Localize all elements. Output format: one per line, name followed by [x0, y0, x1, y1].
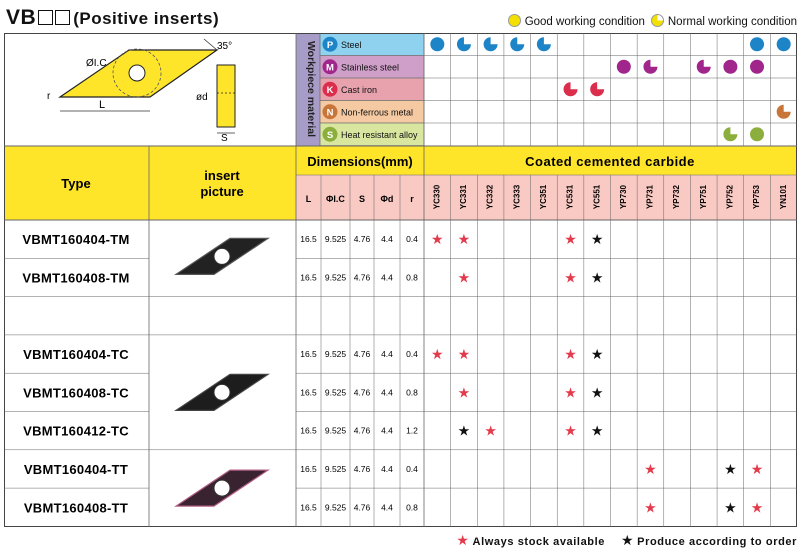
- row-6-star-11: ★: [724, 461, 737, 478]
- dimensions-header-label: Dimensions(mm): [307, 154, 413, 169]
- row-6-star-8: ★: [644, 461, 657, 478]
- dim-col-header-3: Φd: [380, 194, 394, 204]
- row-4-star-5: ★: [564, 385, 577, 402]
- good-circle-icon: [508, 14, 521, 27]
- workpiece-material-label: Workpiece material: [305, 40, 317, 138]
- red-star-icon: ★: [456, 532, 470, 548]
- row-3-dim-4: 0.4: [406, 349, 418, 360]
- grade-header-YC531: YC531: [565, 184, 575, 210]
- legend-normal: [651, 14, 797, 28]
- legend-stock-label: Always stock available: [472, 536, 605, 548]
- thickness-label: S: [221, 133, 228, 144]
- carbide-header-label: Coated cemented carbide: [525, 154, 695, 169]
- row-0-dim-4: 0.4: [406, 234, 418, 245]
- row-4-dim-0: 16.5: [300, 387, 317, 398]
- row-3-star-1: ★: [457, 347, 471, 364]
- row-6-dim-4: 0.4: [406, 463, 418, 474]
- good-mark-M-7: [617, 60, 631, 74]
- row-6-dim-0: 16.5: [300, 463, 317, 474]
- row-1-dim-2: 4.76: [353, 272, 371, 283]
- row-6-dim-3: 4.4: [381, 463, 393, 474]
- material-code-S: S: [326, 129, 334, 141]
- dim-col-header-2: S: [358, 194, 366, 204]
- grade-header-YC351: YC351: [539, 184, 549, 210]
- row-1-star-5: ★: [564, 270, 577, 287]
- row-4-dim-3: 4.4: [381, 387, 393, 398]
- title-main: VB: [6, 6, 37, 29]
- row-5-dim-0: 16.5: [300, 425, 317, 436]
- black-star-icon: ★: [620, 532, 635, 548]
- row-4-star-6: ★: [590, 385, 604, 402]
- insert-photo-tc-hole: [214, 384, 230, 400]
- grade-header-YC331: YC331: [459, 184, 469, 210]
- legend-order-label: Produce according to order: [637, 536, 797, 548]
- angle-label: 35°: [217, 41, 233, 52]
- grade-header-YN101: YN101: [778, 184, 788, 210]
- legend-good: [508, 14, 645, 28]
- spec-table: [4, 33, 797, 527]
- row-1-dim-3: 4.4: [381, 272, 393, 283]
- grade-header-YC332: YC332: [485, 184, 495, 210]
- title-sub: (Positive inserts): [73, 9, 220, 28]
- row-5-dim-1: 9.525: [324, 425, 347, 436]
- normal-mark-P-2: [484, 37, 498, 51]
- normal-mark-K-5: [564, 82, 578, 96]
- length-label: L: [99, 99, 106, 111]
- normal-mark-S-11: [723, 127, 737, 141]
- row-5-star-6: ★: [590, 423, 604, 440]
- row-1-star-6: ★: [590, 270, 604, 287]
- row-3-star-6: ★: [590, 347, 604, 364]
- placeholder-box-1: [38, 10, 53, 25]
- row-0-dim-3: 4.4: [381, 234, 393, 245]
- grade-header-YC330: YC330: [432, 184, 442, 210]
- normal-mark-P-4: [537, 37, 551, 51]
- material-name-K: Cast iron: [341, 84, 378, 95]
- insert-side-view: [217, 65, 235, 127]
- legend-bottom: [456, 532, 797, 549]
- row-5-dim-2: 4.76: [353, 425, 371, 436]
- row-5-star-1: ★: [457, 423, 471, 440]
- normal-mark-P-1: [457, 37, 471, 51]
- grade-header-YP730: YP730: [618, 184, 628, 210]
- row-7-dim-0: 16.5: [300, 502, 317, 513]
- ic-label: ØI.C: [86, 58, 107, 69]
- row-type-3: VBMT160404-TC: [23, 347, 129, 363]
- row-6-star-12: ★: [750, 461, 764, 478]
- material-name-P: Steel: [341, 39, 362, 50]
- material-name-S: Heat resistant alloy: [341, 129, 418, 140]
- row-0-star-6: ★: [590, 232, 604, 249]
- row-7-star-12: ★: [750, 500, 764, 517]
- row-4-dim-4: 0.8: [406, 387, 418, 398]
- good-mark-P-13: [777, 37, 791, 51]
- row-6-dim-2: 4.76: [353, 463, 371, 474]
- legend-normal-label: Normal working condition: [667, 16, 797, 28]
- insert-picture-label-1: insert: [204, 168, 240, 183]
- placeholder-box-2: [55, 10, 70, 25]
- dim-col-header-0: L: [305, 194, 312, 204]
- row-4-dim-2: 4.76: [353, 387, 371, 398]
- row-3-dim-2: 4.76: [353, 349, 371, 360]
- row-type-0: VBMT160404-TM: [22, 232, 130, 248]
- grade-header-YP753: YP753: [752, 184, 762, 210]
- good-mark-S-12: [750, 127, 764, 141]
- insert-photo-tm-hole: [214, 248, 230, 264]
- row-1-dim-0: 16.5: [300, 272, 317, 283]
- row-4-dim-1: 9.525: [324, 387, 347, 398]
- normal-pie-icon: [651, 14, 664, 27]
- legend-good-label: Good working condition: [524, 16, 645, 28]
- row-7-dim-4: 0.8: [406, 502, 418, 513]
- diameter-label: ød: [196, 92, 208, 103]
- grade-header-YC333: YC333: [512, 184, 522, 210]
- material-code-P: P: [326, 39, 334, 51]
- grade-header-YP732: YP732: [672, 184, 682, 210]
- row-7-dim-1: 9.525: [324, 502, 347, 513]
- material-code-K: K: [326, 84, 334, 96]
- good-mark-M-12: [750, 60, 764, 74]
- legend-order: [621, 532, 797, 549]
- row-0-star-1: ★: [457, 232, 471, 249]
- row-0-dim-2: 4.76: [353, 234, 371, 245]
- normal-mark-P-3: [510, 37, 524, 51]
- row-1-star-1: ★: [457, 270, 471, 287]
- insert-hole-drawing: [129, 65, 145, 81]
- grade-header-YP731: YP731: [645, 184, 655, 210]
- grade-header-YP752: YP752: [725, 184, 735, 210]
- legend-top: [508, 14, 797, 28]
- row-5-star-5: ★: [564, 423, 577, 440]
- legend-stock: [456, 532, 605, 549]
- type-header-bg: [4, 146, 296, 220]
- row-4-star-1: ★: [457, 385, 471, 402]
- row-type-4: VBMT160408-TC: [23, 385, 129, 401]
- row-7-star-8: ★: [644, 500, 657, 517]
- row-0-dim-1: 9.525: [324, 234, 347, 245]
- row-3-star-0: ★: [431, 347, 444, 364]
- grade-header-YC551: YC551: [592, 184, 602, 210]
- row-3-star-5: ★: [564, 347, 577, 364]
- row-7-dim-2: 4.76: [353, 502, 371, 513]
- row-0-star-5: ★: [564, 232, 577, 249]
- normal-mark-M-10: [697, 60, 711, 74]
- insert-picture-label-2: picture: [200, 184, 244, 199]
- radius-label: r: [47, 91, 51, 102]
- row-3-dim-0: 16.5: [300, 349, 317, 360]
- row-1-dim-1: 9.525: [324, 272, 347, 283]
- good-mark-P-0: [430, 37, 444, 51]
- good-mark-P-12: [750, 37, 764, 51]
- normal-mark-N-13: [777, 105, 791, 119]
- dim-col-header-4: r: [410, 194, 414, 204]
- page-title: [6, 6, 219, 30]
- material-code-M: M: [326, 62, 334, 74]
- row-3-dim-1: 9.525: [324, 349, 347, 360]
- row-type-1: VBMT160408-TM: [22, 270, 130, 286]
- normal-mark-M-8: [643, 60, 657, 74]
- row-7-star-11: ★: [724, 500, 737, 517]
- material-name-M: Stainless steel: [341, 62, 400, 73]
- row-type-5: VBMT160412-TC: [23, 423, 129, 439]
- row-5-dim-4: 1.2: [406, 425, 418, 436]
- material-name-N: Non-ferrous metal: [341, 107, 414, 118]
- good-mark-M-11: [723, 60, 737, 74]
- material-code-N: N: [326, 107, 334, 119]
- row-type-6: VBMT160404-TT: [23, 461, 129, 477]
- row-7-dim-3: 4.4: [381, 502, 393, 513]
- row-1-dim-4: 0.8: [406, 272, 418, 283]
- spec-table-svg: [4, 33, 797, 527]
- row-5-dim-3: 4.4: [381, 425, 393, 436]
- row-3-dim-3: 4.4: [381, 349, 393, 360]
- type-header-label: Type: [61, 176, 91, 191]
- row-0-dim-0: 16.5: [300, 234, 317, 245]
- insert-photo-tt-hole: [214, 480, 230, 496]
- row-6-dim-1: 9.525: [324, 463, 347, 474]
- row-type-7: VBMT160408-TT: [23, 500, 129, 516]
- row-5-star-2: ★: [484, 423, 497, 440]
- normal-mark-K-6: [590, 82, 604, 96]
- angle-leader: [204, 39, 217, 50]
- row-0-star-0: ★: [431, 232, 444, 249]
- dim-col-header-1: ΦI.C: [326, 194, 345, 204]
- grade-header-YP751: YP751: [698, 184, 708, 210]
